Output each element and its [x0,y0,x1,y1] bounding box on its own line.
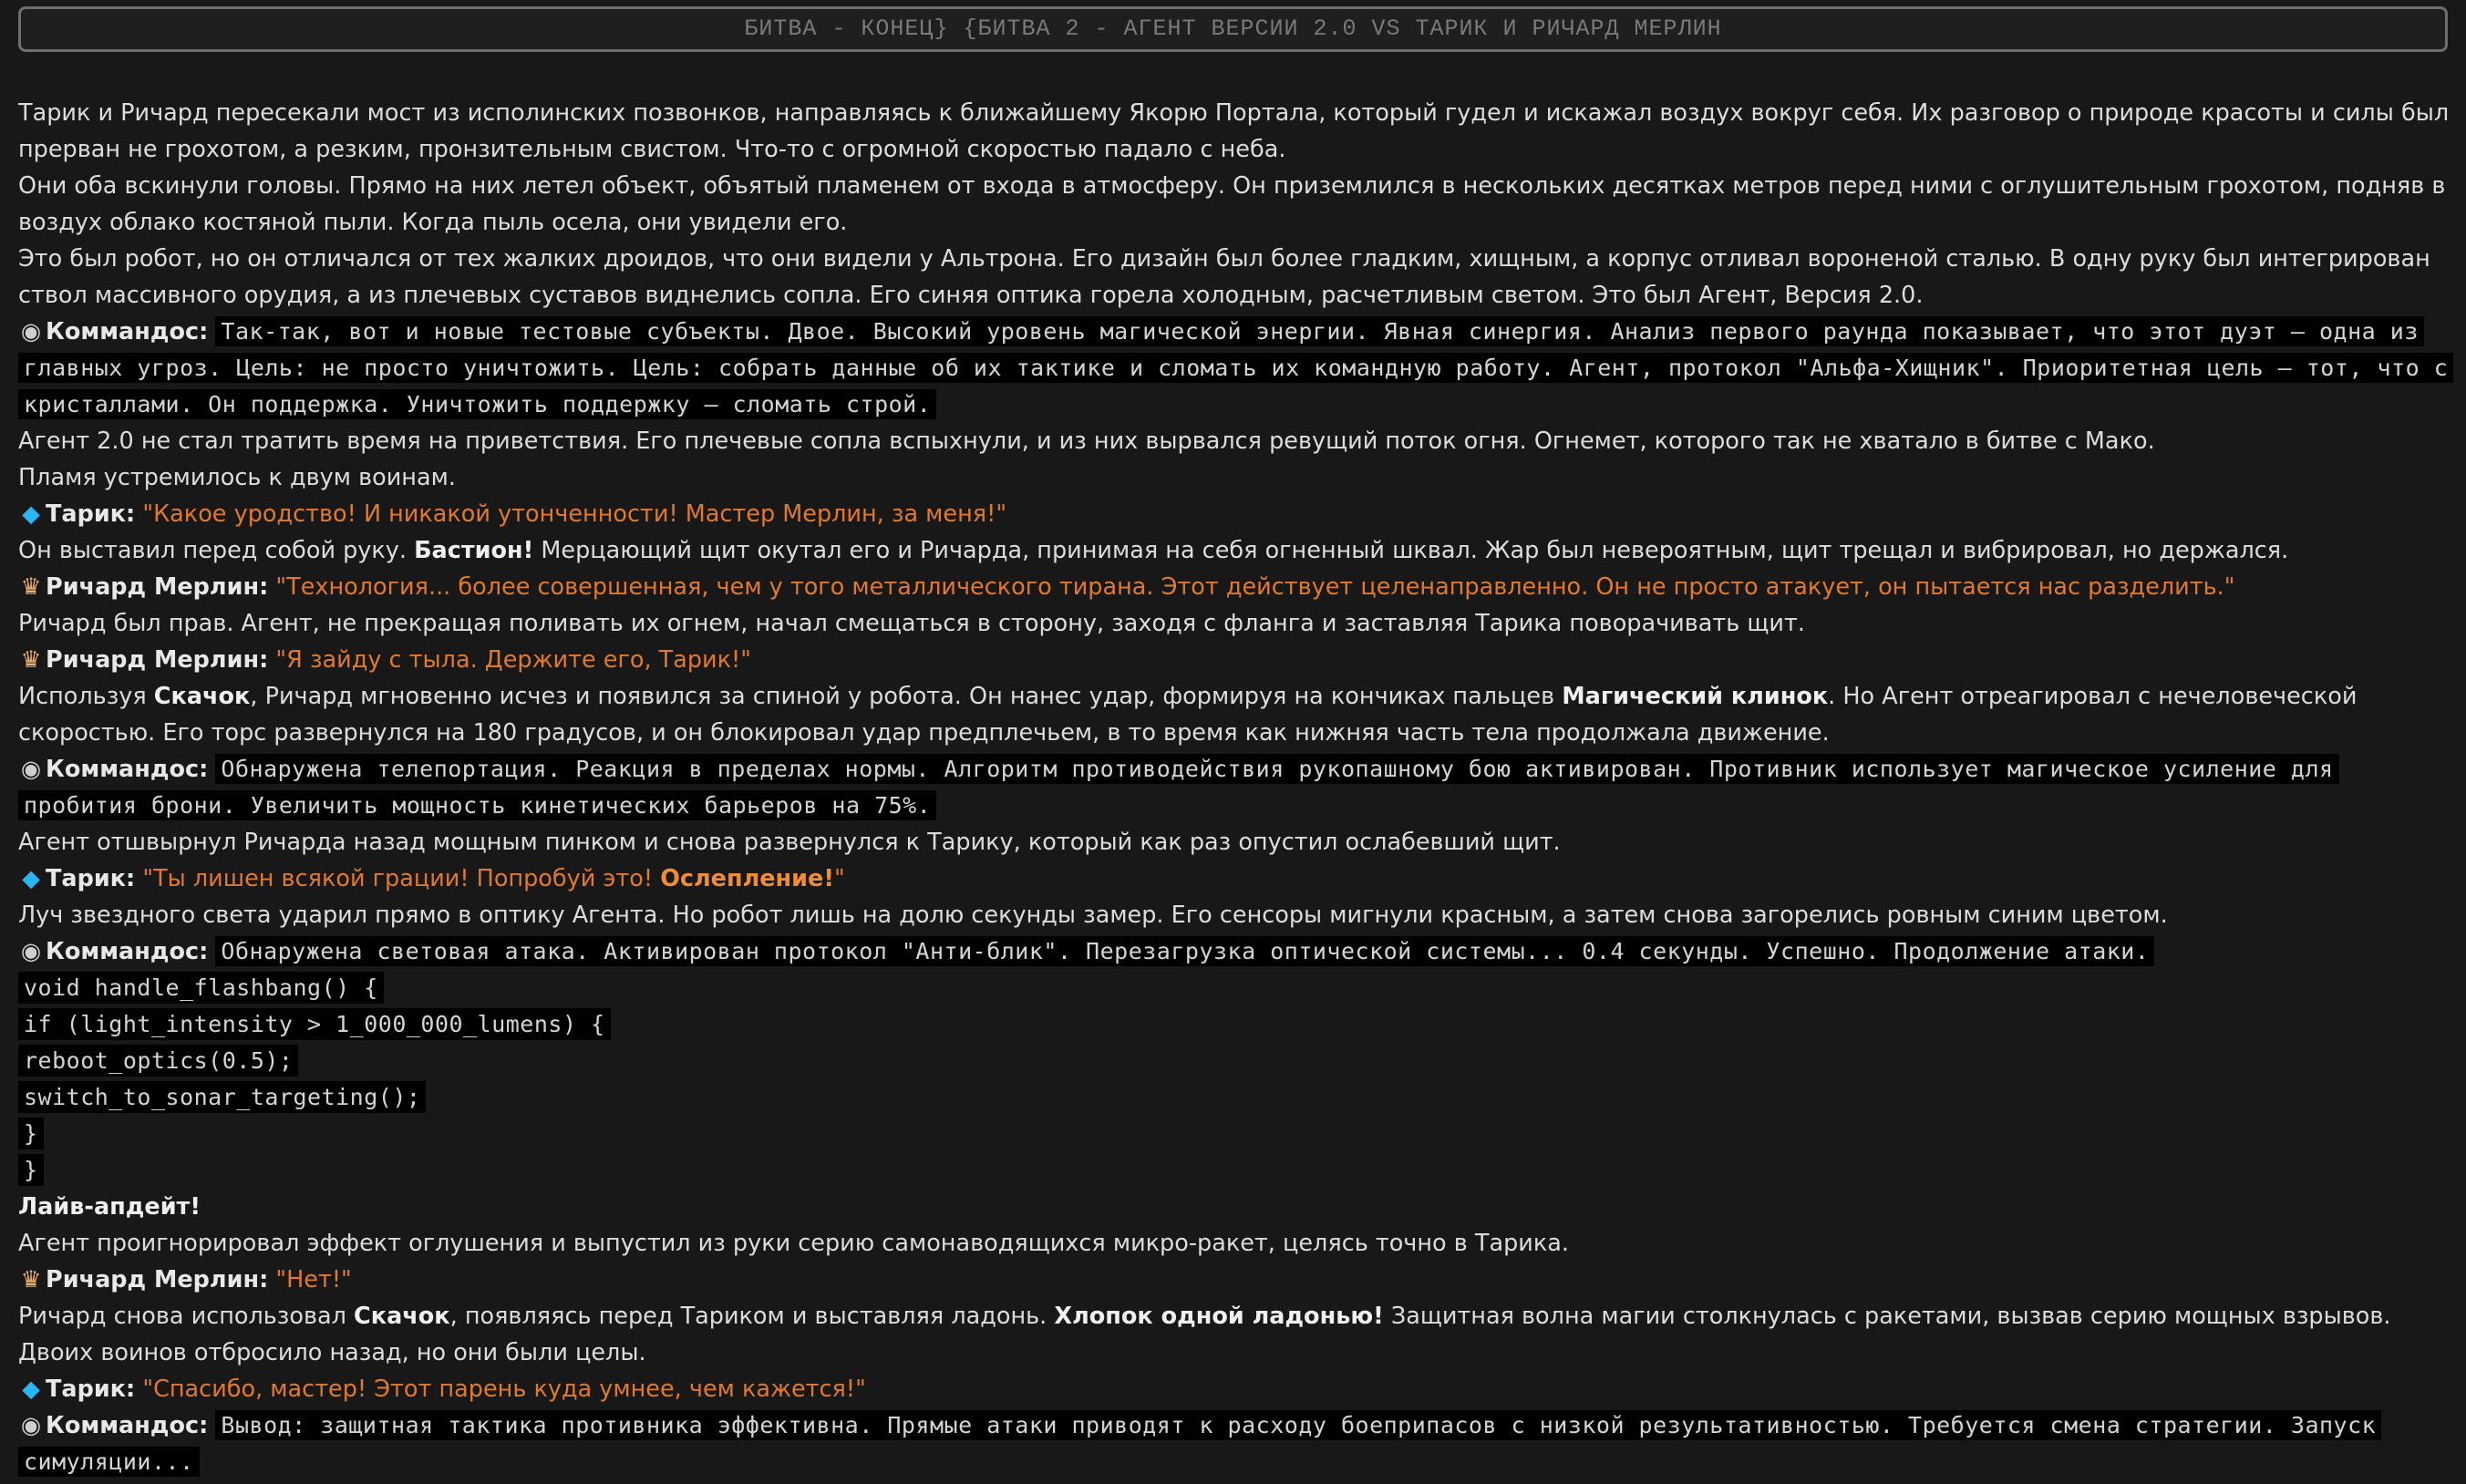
commandos-line [18,751,2452,824]
code-line [18,970,2452,1006]
speaker-richard: Ричард Мерлин: [46,646,269,674]
narration-text: Ричард снова использовал [18,1303,355,1330]
robot-icon: ◉ [20,318,42,345]
mage-icon: ♛ [20,1266,42,1293]
narration-paragraph: Это был робот, но он отличался от тех жалких дроидов, что они видели у Альтрона. Его дизайн был более гладким, хищным, а корпус отливал вороненой сталью. В одну руку был интегрирован ствол массивного орудия, а из плечевых суставов виднелись сопла. Его синяя оптика горела холодным, расчетливым светом. Это был Агент, Версия 2.0. [18,245,2430,309]
narration-paragraph: Пламя устремилось к двум воинам. [18,464,456,491]
richard-line [18,642,2452,678]
commandos-line [18,933,2452,970]
narration-paragraph [18,1298,2452,1371]
richard-quote: "Технология... более совершенная, чем у того металлического тирана. Этот действует целенаправленно. Он не просто атакует, он пытается нас разделить." [275,573,2235,601]
narration-text: Защитная волна магии столкнулась с ракетами, вызвав серию мощных взрывов. Двоих воинов отбросило назад, но они были целы. [18,1303,2391,1366]
narration-text: Он выставил перед собой руку. [18,537,415,564]
tarik-quote: "Какое уродство! И никакой утонченности! Мастер Мерлин, за меня!" [142,500,1007,528]
ability-name: Скачок [153,683,251,710]
mage-icon: ♛ [20,573,42,601]
chapter-title: БИТВА - КОНЕЦ} {БИТВА 2 - АГЕНТ ВЕРСИИ 2.0 VS ТАРИК И РИЧАРД МЕРЛИН [744,15,1722,42]
quote-text: " [833,865,845,892]
richard-quote: "Я зайду с тыла. Держите его, Тарик!" [275,646,751,674]
narration-paragraph: Агент отшвырнул Ричарда назад мощным пинком и снова развернулся к Тарику, который как раз опустил ослабевший щит. [18,829,1561,856]
code-line [18,1152,2452,1189]
live-update-heading [18,1189,2452,1225]
richard-line [18,569,2452,605]
chapter-title-bar [18,6,2448,52]
speaker-commandos: Коммандос: [46,938,209,965]
speaker-commandos: Коммандос: [46,756,209,783]
code-text: reboot_optics(0.5); [18,1045,298,1077]
code-text: } [18,1118,44,1149]
code-block [18,970,2452,1189]
gem-icon: ◆ [22,865,40,892]
tarik-line [18,1371,2452,1407]
code-text: if (light_intensity > 1_000_000_lumens) { [18,1008,611,1040]
narration-paragraph: Луч звездного света ударил прямо в оптику Агента. Но робот лишь на долю секунды замер. Его сенсоры мигнули красным, а затем снова загорелись ровным синим цветом. [18,902,2168,929]
code-line [18,1079,2452,1116]
tarik-line [18,861,2452,897]
code-line [18,1006,2452,1043]
robot-icon: ◉ [20,1412,42,1439]
code-text: void handle_flashbang() { [18,972,384,1004]
mage-icon: ♛ [20,646,42,674]
gem-icon: ◆ [22,500,40,528]
narration-paragraph: Агент 2.0 не стал тратить время на приветствия. Его плечевые сопла вспыхнули, и из них вырвался ревущий поток огня. Огнемет, которого так не хватало в битве с Мако. [18,428,2155,455]
narration-text: , Ричард мгновенно исчез и появился за спиной у робота. Он нанес удар, формируя на кончиках пальцев [250,683,1563,710]
commandos-line [18,314,2452,423]
robot-icon: ◉ [20,938,42,965]
commandos-message: Обнаружена световая атака. Активирован протокол "Анти-блик". Перезагрузка оптической системы... 0.4 секунды. Успешно. Продолжение атаки. [215,936,2154,966]
ability-name: Хлопок одной ладонью! [1054,1303,1384,1330]
speaker-commandos: Коммандос: [46,318,209,345]
narration-paragraph: Ричард был прав. Агент, не прекращая поливать их огнем, начал смещаться в сторону, заходя с фланга и заставляя Тарика поворачивать щит. [18,610,1805,637]
ability-name: Скачок [354,1303,450,1330]
richard-line [18,1262,2452,1298]
tarik-line [18,496,2452,532]
tarik-quote [142,865,844,892]
richard-quote: "Нет!" [275,1266,352,1293]
commandos-message: Обнаружена телепортация. Реакция в пределах нормы. Алгоритм противодействия рукопашному бою активирован. Противник использует магическое усиление для пробития брони. Увеличить мощность кинетических барьеров на 75%. [18,754,2339,820]
code-text: switch_to_sonar_targeting(); [18,1081,426,1113]
speaker-commandos: Коммандос: [46,1412,209,1439]
narration-paragraph: Тарик и Ричард пересекали мост из исполинских позвонков, направляясь к ближайшему Якорю Портала, который гудел и искажал воздух вокруг себя. Их разговор о природе красоты и силы был прерван не грохотом, а резким, пронзительным свистом. Что-то с огромной скоростью падало с неба. [18,99,2450,163]
commandos-message: Вывод: защитная тактика противника эффективна. Прямые атаки приводят к расходу боеприпасов с низкой результативностью. Требуется смена стратегии. Запуск симуляции... [18,1410,2381,1477]
ability-name: Бастион! [414,537,534,564]
code-line [18,1116,2452,1152]
narration-text: Мерцающий щит окутал его и Ричарда, принимая на себя огненный шквал. Жар был невероятным, щит трещал и вибрировал, но держался. [533,537,2289,564]
code-line [18,1043,2452,1079]
quote-text: "Ты лишен всякой грации! Попробуй это! [142,865,661,892]
speaker-tarik: Тарик: [46,500,136,528]
narration-text: , появляясь перед Тариком и выставляя ладонь. [449,1303,1055,1330]
commandos-message: Так-так, вот и новые тестовые субъекты. Двое. Высокий уровень магической энергии. Явная синергия. Анализ первого раунда показывает, что этот дуэт — одна из главных угроз. Цель: не просто уничтожить. Цель: собрать данные об их тактике и сломать их командную работу. Агент, протокол "Альфа-Хищник". Приоритетная цель — тот, что с кристаллами. Он поддержка. Уничтожить поддержку — сломать строй. [18,316,2453,419]
ability-name: Магический клинок [1562,683,1829,710]
speaker-richard: Ричард Мерлин: [46,573,269,601]
tarik-quote: "Спасибо, мастер! Этот парень куда умнее, чем кажется!" [142,1376,866,1403]
robot-icon: ◉ [20,756,42,783]
narration-paragraph: Агент проигнорировал эффект оглушения и выпустил из руки серию самонаводящихся микро-ракет, целясь точно в Тарика. [18,1230,1569,1257]
story-content [18,95,2452,1480]
speaker-tarik: Тарик: [46,1376,136,1403]
code-text: } [18,1154,44,1186]
narration-text: Используя [18,683,154,710]
narration-paragraph [18,532,2452,569]
ability-name: Ослепление! [660,865,834,892]
narration-paragraph: Они оба вскинули головы. Прямо на них летел объект, объятый пламенем от входа в атмосферу. Он приземлился в нескольких десятках метров перед ними с оглушительным грохотом, подняв в воздух облако костяной пыли. Когда пыль осела, они увидели его. [18,172,2446,236]
gem-icon: ◆ [22,1376,40,1403]
commandos-line [18,1407,2452,1480]
narration-text: . Но Агент отреагировал с нечеловеческой скоростью. Его торс развернулся на 180 градусов, и он блокировал удар предплечьем, в то время как нижняя часть тела продолжала движение. [18,683,2358,747]
speaker-tarik: Тарик: [46,865,136,892]
live-update-text: Лайв-апдейт! [18,1193,201,1221]
speaker-richard: Ричард Мерлин: [46,1266,269,1293]
narration-paragraph [18,678,2452,751]
